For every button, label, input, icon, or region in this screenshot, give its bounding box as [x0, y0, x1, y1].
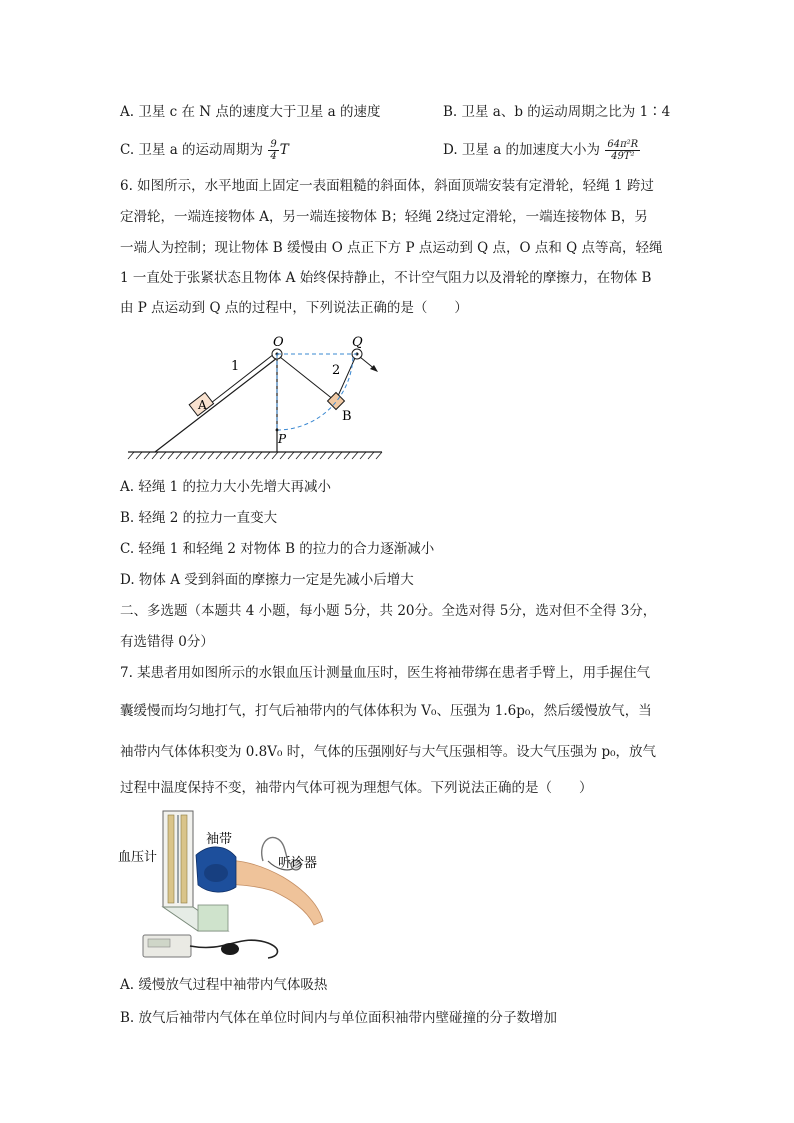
label-stethoscope: 听诊器 [278, 856, 318, 871]
rope-1-to-b [280, 357, 334, 400]
label-rope-1: 1 [231, 359, 240, 374]
mercury-column [177, 815, 179, 903]
q6-stem-line-1: 6. 如图所示，水平地面上固定一表面粗糙的斜面体，斜面顶端安装有定滑轮，轻绳 1 跨过 [120, 178, 654, 194]
q7-option-b: B. 放气后袖带内气体在单位时间内与单位面积袖带内壁碰撞的分子数增加 [120, 1010, 558, 1026]
q7-stem-line-1: 7. 某患者用如图所示的水银血压计测量血压时，医生将袖带绑在患者手臂上，用手握住气 [120, 665, 651, 681]
bulb-icon [221, 943, 239, 955]
section-2-heading-line-2: 有选错得 0分） [120, 634, 214, 650]
q7-figure-blood-pressure [118, 803, 333, 965]
q5-option-d-text: D. 卫星 a 的加速度大小为 [443, 142, 601, 158]
gauge-scale-2 [181, 815, 187, 903]
q6-option-c: C. 轻绳 1 和轻绳 2 对物体 B 的拉力的合力逐渐减小 [120, 541, 435, 557]
point-p [276, 429, 279, 432]
ground-hatching [128, 452, 382, 459]
q5-option-c-denominator: 4 [270, 151, 277, 162]
gauge-lid [198, 905, 228, 931]
label-a: A [198, 398, 207, 412]
q5-option-d [443, 136, 641, 164]
q6-option-d: D. 物体 A 受到斜面的摩擦力一定是先减小后增大 [120, 572, 414, 588]
gauge-scale [168, 815, 174, 903]
q6-stem-line-5: 由 P 点运动到 Q 点的过程中，下列说法正确的是（ ） [120, 300, 468, 316]
label-p: P [278, 432, 287, 446]
label-b: B [342, 409, 352, 424]
q6-figure-incline-pulley [120, 330, 390, 465]
cuff-inflation [204, 864, 228, 882]
label-rope-2: 2 [332, 363, 341, 378]
q7-stem-line-4: 过程中温度保持不变，袖带内气体可视为理想气体。下列说法正确的是（ ） [120, 780, 593, 796]
q5-option-d-fraction [605, 139, 640, 162]
q5-option-c [120, 136, 289, 164]
label-cuff: 袖带 [206, 832, 233, 847]
q5-option-a: A. 卫星 c 在 N 点的速度大于卫星 a 的速度 [120, 104, 381, 120]
incline [155, 358, 277, 452]
q5-option-c-fraction [268, 139, 278, 162]
rope-2 [338, 358, 355, 396]
q5-option-c-numerator: 9 [270, 139, 277, 150]
q5-option-c-suffix: T [279, 142, 289, 158]
label-q: Q [352, 335, 363, 350]
q6-option-b: B. 轻绳 2 的拉力一直变大 [120, 510, 278, 526]
q6-option-a: A. 轻绳 1 的拉力大小先增大再减小 [120, 479, 332, 495]
q6-stem-line-4: 1 一直处于张紧状态且物体 A 始终保持静止，不计空气阻力以及滑轮的摩擦力，在物体 B [120, 270, 652, 286]
q5-option-b: B. 卫星 a、b 的运动周期之比为 1∶4 [443, 104, 671, 120]
block-b [328, 393, 345, 410]
q7-option-a: A. 缓慢放气过程中袖带内气体吸热 [120, 977, 328, 993]
q7-stem-line-2: 囊缓慢而均匀地打气，打气后袖带内的气体体积为 V₀、压强为 1.6p₀，然后缓慢放气，当 [120, 703, 652, 719]
q6-stem-line-2: 定滑轮，一端连接物体 A，另一端连接物体 B；轻绳 2绕过定滑轮，一端连接物体 B，另 [120, 209, 648, 225]
label-gauge: 血压计 [118, 850, 158, 865]
digital-display [148, 939, 170, 947]
q5-option-d-numerator: 64π²R [607, 139, 639, 150]
q5-option-c-text: C. 卫星 a 的运动周期为 [120, 142, 264, 158]
label-o: O [273, 335, 284, 350]
q5-option-d-denominator: 49T² [611, 151, 635, 162]
section-2-heading-line-1: 二、多选题（本题共 4 小题，每小题 5分，共 20分。全选对得 5分，选对但不全得 3分， [120, 603, 657, 619]
q6-stem-line-3: 一端人为控制；现让物体 B 缓慢由 O 点正下方 P 点运动到 Q 点，O 点和 Q 点等高，轻绳 [120, 240, 663, 256]
q7-stem-line-3: 袖带内气体体积变为 0.8V₀ 时，气体的压强刚好与大气压强相等。设大气压强为 p₀，放气 [120, 744, 657, 760]
